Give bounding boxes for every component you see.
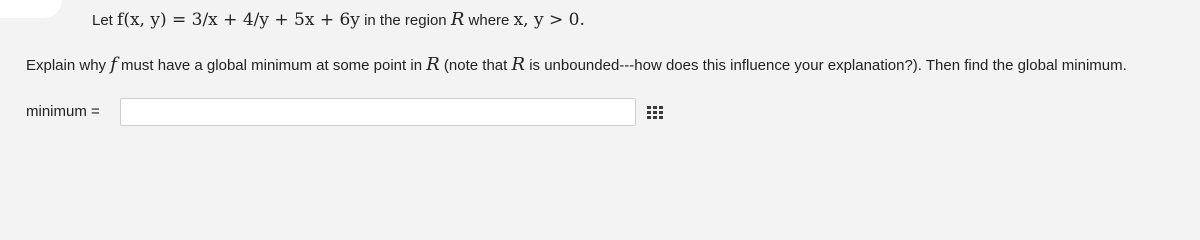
para-text-2: must have a global minimum at some point in — [116, 57, 427, 74]
keypad-grid-svg — [645, 105, 667, 121]
para-text-3: (note that — [439, 57, 512, 74]
region-symbol: R — [450, 9, 465, 30]
para-text-4: is unbounded---how does this influence your explanation?). Then find the global minimum. — [525, 57, 1127, 74]
para-region-symbol-1: R — [426, 54, 440, 75]
corner-decoration — [0, 0, 62, 18]
where-text: where — [464, 12, 514, 29]
para-f-symbol: f — [110, 54, 117, 75]
function-expression: f(x, y) = 3/x + 4/y + 5x + 6y — [117, 10, 360, 30]
problem-statement — [92, 9, 585, 30]
para-text-1: Explain why — [26, 57, 111, 74]
instructions-paragraph — [26, 52, 1176, 78]
minimum-answer-input[interactable] — [120, 98, 636, 126]
minimum-label: minimum = — [26, 103, 100, 120]
para-region-symbol-2: R — [511, 54, 526, 75]
region-text: in the region — [359, 12, 451, 29]
condition-expression: x, y > 0. — [513, 10, 585, 30]
keypad-grid-icon[interactable] — [645, 105, 667, 121]
answer-row — [26, 98, 726, 128]
let-text: Let — [92, 12, 118, 29]
